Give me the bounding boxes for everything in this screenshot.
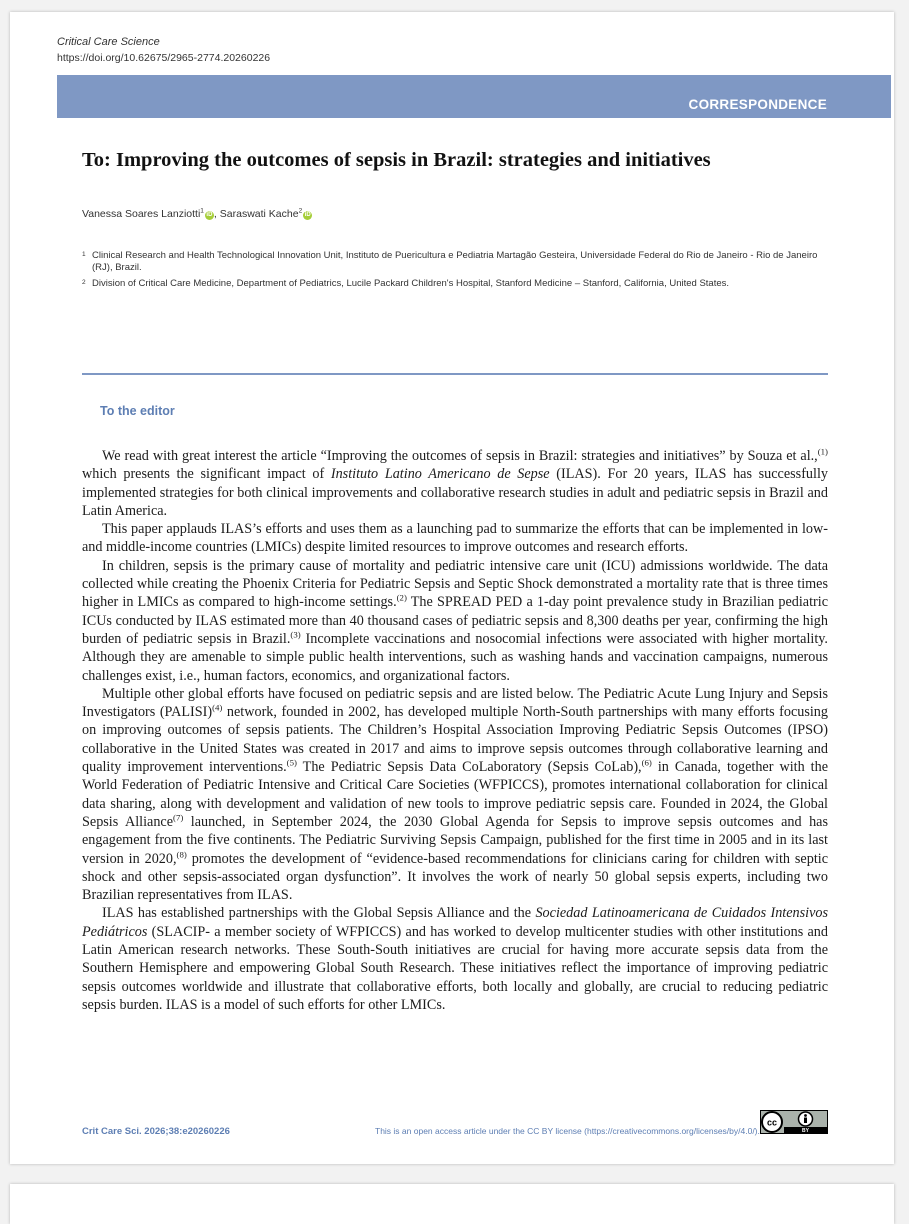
license-text[interactable]: This is an open access article under the CC BY license (https://creativecommons.org/licenses/by/4.0/). [375,1126,760,1136]
svg-text:cc: cc [766,1117,778,1128]
citation-ref[interactable]: (4) [212,702,223,713]
author-name: Vanessa Soares Lanziotti [82,208,201,220]
citation-footer: Crit Care Sci. 2026;38:e20260226 [82,1126,230,1137]
affiliation-number: 2 [82,279,86,286]
paragraph-2: This paper applauds ILAS’s efforts and uses them as a launching pad to summarize the efforts that can be implemented in low- and middle-income countries (LMICs) despite limited resources to improve outcomes and research efforts. [82,521,828,556]
section-divider [82,373,828,375]
section-band [57,75,891,118]
author-list: Vanessa Soares Lanziotti$^1$iD , Saraswati Kache$^2$iD [82,207,311,220]
affiliation-2 [82,278,828,290]
citation-ref[interactable]: (1) [817,446,828,457]
citation-ref[interactable]: (2) [396,592,407,603]
paragraph-4: Multiple other global efforts have focused on pediatric sepsis and are listed below. The Pediatric Acute Lung Injury and Sepsis Investigators (PALISI)$^{(4)}$ network, founded in 2002, has developed multiple North-South partnerships with many efforts focusing on improving outcomes of sepsis patients. The Children’s Hospital Association Improving Pediatric Sepsis Outcomes (IPSO) collaborative in the United States was created in 2017 and aims to improve sepsis outcomes through collaborative learning and quality improvement interventions.$^{(5)}$ The Pediatric Sepsis Data CoLaboratory (Sepsis CoLab),$^{(6)}$ in Canada, together with the World Federation of Pediatric Intensive and Critical Care Societies (WFPICCS), promotes international collaboration for clinical data sharing, along with development and validation of new tools to improve pediatric sepsis care. Founded in 2024, the Global Sepsis Alliance$^{(7)}$ launched, in September 2024, the 2030 Global Agenda for Sepsis to improve sepsis outcomes and has engagement from the five continents. The Pediatric Surviving Sepsis Campaign, published for the first time in 2005 and in its last version in 2020,$^{(8)}$ promotes the development of “evidence-based recommendations for clinicians caring for children with septic shock and other sepsis-associated organ dysfunction”. It involves the work of nearly 50 global sepsis experts, including two Brazilian representatives from ILAS. [82,685,828,904]
author-affiliation-ref: 2 [298,207,303,215]
citation-ref[interactable]: (3) [290,629,301,640]
next-page-edge [10,1184,894,1224]
cc-by-label: BY [802,1128,809,1134]
affiliation-text: Division of Critical Care Medicine, Department of Pediatrics, Lucile Packard Children's Hospital, Stanford Medicine – Stanford, California, United States. [92,278,730,289]
cc-license-icon[interactable] [760,1110,828,1134]
section-label: CORRESPONDENCE [688,97,827,112]
affiliation-number: 1 [82,251,86,258]
paragraph-3: In children, sepsis is the primary cause of mortality and pediatric intensive care unit (ICU) admissions worldwide. The data collected while creating the Phoenix Criteria for Pediatric Sepsis and Septic Shock demonstrated a mortality rate that is three times higher in LMICs as compared to high-income settings.$^{(2)}$ The SPREAD PED a 1-day point prevalence study in Brazilian pediatric ICUs conducted by ILAS estimated more than 40 thousand cases of pediatric sepsis and 8,300 deaths per year, confirming the high burden of pediatric sepsis in Brazil.$^{(3)}$ Incomplete vaccinations and nosocomial infections were associated with higher mortality. Although they are amenable to simple public health interventions, such as washing hands and vaccination campaigns, numerous challenges exist, i.e., human factors, economics, and organizational factors. [82,557,828,684]
affiliation-1 [82,250,828,274]
author-affiliation-ref: 1 [200,207,204,215]
paragraph-1: We read with great interest the article “Improving the outcomes of sepsis in Brazil: strategies and initiatives” by Souza et al.,$^{(1)}$ which presents the significant impact of Instituto Latino Americano de Sepse (ILAS). For 20 years, ILAS has successfully implemented strategies for both clinical improvements and collaborative research studies in adult and pediatric sepsis in Brazil and Latin America. [82,446,828,519]
citation-ref[interactable]: (8) [176,848,187,859]
orcid-icon[interactable]: iD [206,212,213,218]
article-title: To: Improving the outcomes of sepsis in Brazil: strategies and initiatives [82,149,711,171]
citation-ref[interactable]: (6) [641,757,652,768]
affiliation-text: Clinical Research and Health Technological Innovation Unit, Instituto de Puericultura e Pediatria Martagão Gesteira, Universidade Federal do Rio de Janeiro - Rio de Janeiro (RJ), Brazil. [92,250,818,273]
paragraph-5: ILAS has established partnerships with the Global Sepsis Alliance and the Sociedad Latinoamericana de Cuidados Intensivos Pediátricos (SLACIP- a member society of WFPICCS) and has worked to develop multicenter studies with other institutions and Latin American research networks. These South-South initiatives are crucial for having more accurate sepsis data from the Southern Hemisphere and empowering Global South Research. These initiatives reflect the importance of improving pediatric sepsis outcomes worldwide and illustrate that collaborative efforts, both locally and globally, are crucial to reducing pediatric sepsis burden. ILAS is a model of such efforts for other LMICs. [82,905,828,1013]
doi-link[interactable]: https://doi.org/10.62675/2965-2774.20260226 [57,52,271,64]
citation-ref[interactable]: (7) [173,812,184,823]
author-name: Saraswati Kache [219,208,299,220]
section-heading: To the editor [100,404,175,418]
article-body [82,447,828,1014]
citation-ref[interactable]: (5) [286,757,297,768]
journal-name: Critical Care Science [57,36,160,48]
orcid-icon[interactable]: iD [304,212,311,218]
